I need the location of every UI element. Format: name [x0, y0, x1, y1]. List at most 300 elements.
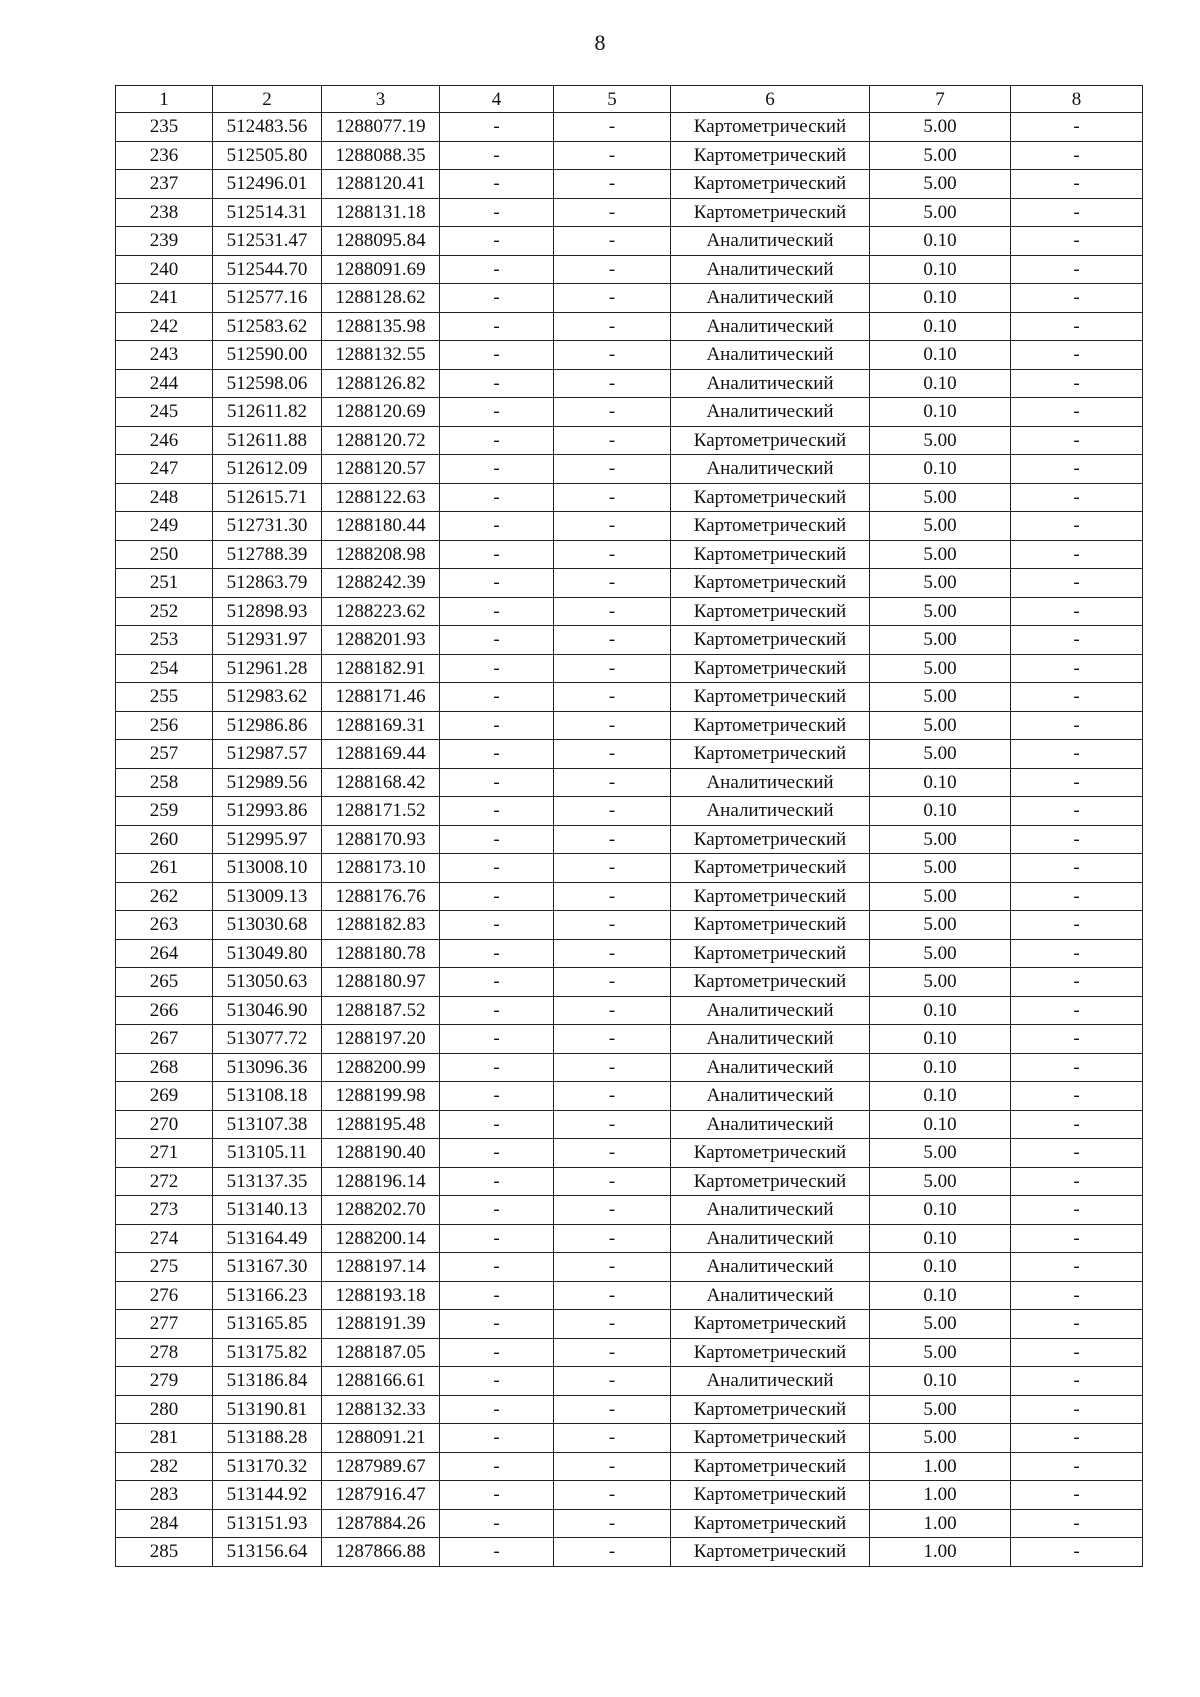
- cell-coord-x: 512863.79: [213, 569, 322, 598]
- cell-coord-x: 513164.49: [213, 1224, 322, 1253]
- cell-accuracy: 0.10: [870, 312, 1011, 341]
- cell-col-5: -: [554, 854, 671, 883]
- cell-method: Картометрический: [671, 1481, 870, 1510]
- table-row: [116, 1424, 1143, 1453]
- cell-col-8: -: [1011, 1538, 1143, 1567]
- cell-coord-x: 513167.30: [213, 1253, 322, 1282]
- table-row: [116, 569, 1143, 598]
- cell-col-5: -: [554, 255, 671, 284]
- cell-col-5: -: [554, 797, 671, 826]
- cell-accuracy: 0.10: [870, 1367, 1011, 1396]
- cell-accuracy: 0.10: [870, 255, 1011, 284]
- cell-method: Картометрический: [671, 483, 870, 512]
- cell-col-4: -: [440, 854, 554, 883]
- cell-col-8: -: [1011, 683, 1143, 712]
- cell-point-number: 279: [116, 1367, 213, 1396]
- table-row: [116, 540, 1143, 569]
- cell-col-4: -: [440, 654, 554, 683]
- cell-col-5: -: [554, 141, 671, 170]
- cell-coord-y: 1287916.47: [322, 1481, 440, 1510]
- cell-col-8: -: [1011, 512, 1143, 541]
- cell-point-number: 260: [116, 825, 213, 854]
- cell-point-number: 278: [116, 1338, 213, 1367]
- cell-col-5: -: [554, 1367, 671, 1396]
- cell-point-number: 277: [116, 1310, 213, 1339]
- cell-accuracy: 5.00: [870, 597, 1011, 626]
- cell-method: Картометрический: [671, 1424, 870, 1453]
- cell-col-8: -: [1011, 854, 1143, 883]
- cell-coord-x: 513049.80: [213, 939, 322, 968]
- cell-col-8: -: [1011, 569, 1143, 598]
- cell-col-8: -: [1011, 483, 1143, 512]
- cell-col-4: -: [440, 1367, 554, 1396]
- cell-accuracy: 5.00: [870, 512, 1011, 541]
- cell-point-number: 263: [116, 911, 213, 940]
- cell-point-number: 267: [116, 1025, 213, 1054]
- cell-point-number: 275: [116, 1253, 213, 1282]
- cell-col-5: -: [554, 1025, 671, 1054]
- cell-point-number: 265: [116, 968, 213, 997]
- cell-accuracy: 0.10: [870, 455, 1011, 484]
- cell-accuracy: 5.00: [870, 1310, 1011, 1339]
- cell-col-4: -: [440, 1424, 554, 1453]
- cell-col-4: -: [440, 797, 554, 826]
- cell-col-5: -: [554, 939, 671, 968]
- cell-accuracy: 5.00: [870, 740, 1011, 769]
- cell-col-8: -: [1011, 1281, 1143, 1310]
- cell-point-number: 261: [116, 854, 213, 883]
- cell-method: Картометрический: [671, 1538, 870, 1567]
- cell-col-5: -: [554, 1167, 671, 1196]
- cell-point-number: 251: [116, 569, 213, 598]
- cell-col-4: -: [440, 170, 554, 199]
- cell-point-number: 268: [116, 1053, 213, 1082]
- cell-method: Аналитический: [671, 1281, 870, 1310]
- cell-coord-x: 512514.31: [213, 198, 322, 227]
- table-row: [116, 341, 1143, 370]
- cell-col-4: -: [440, 1538, 554, 1567]
- cell-coord-x: 513009.13: [213, 882, 322, 911]
- cell-col-8: -: [1011, 1139, 1143, 1168]
- cell-col-4: -: [440, 569, 554, 598]
- cell-col-4: -: [440, 1025, 554, 1054]
- cell-col-5: -: [554, 426, 671, 455]
- cell-method: Аналитический: [671, 797, 870, 826]
- cell-col-4: -: [440, 1082, 554, 1111]
- cell-method: Картометрический: [671, 1338, 870, 1367]
- cell-method: Картометрический: [671, 540, 870, 569]
- table-row: [116, 284, 1143, 313]
- table-row: [116, 512, 1143, 541]
- cell-accuracy: 0.10: [870, 398, 1011, 427]
- cell-col-8: -: [1011, 1253, 1143, 1282]
- cell-point-number: 272: [116, 1167, 213, 1196]
- cell-coord-y: 1288171.52: [322, 797, 440, 826]
- cell-coord-y: 1288180.97: [322, 968, 440, 997]
- table-row: [116, 711, 1143, 740]
- cell-coord-y: 1288171.46: [322, 683, 440, 712]
- cell-method: Картометрический: [671, 426, 870, 455]
- cell-col-8: -: [1011, 911, 1143, 940]
- cell-accuracy: 0.10: [870, 1110, 1011, 1139]
- cell-coord-y: 1288088.35: [322, 141, 440, 170]
- cell-coord-y: 1288091.69: [322, 255, 440, 284]
- cell-col-4: -: [440, 1395, 554, 1424]
- cell-coord-x: 512995.97: [213, 825, 322, 854]
- cell-method: Картометрический: [671, 911, 870, 940]
- table-row: [116, 626, 1143, 655]
- cell-point-number: 271: [116, 1139, 213, 1168]
- cell-col-5: -: [554, 1110, 671, 1139]
- cell-coord-y: 1288200.99: [322, 1053, 440, 1082]
- cell-col-8: -: [1011, 626, 1143, 655]
- cell-col-5: -: [554, 911, 671, 940]
- cell-coord-x: 512986.86: [213, 711, 322, 740]
- cell-col-5: -: [554, 1481, 671, 1510]
- cell-coord-x: 513170.32: [213, 1452, 322, 1481]
- cell-col-8: -: [1011, 1452, 1143, 1481]
- cell-col-8: -: [1011, 1338, 1143, 1367]
- cell-col-5: -: [554, 1310, 671, 1339]
- cell-coord-y: 1288176.76: [322, 882, 440, 911]
- cell-col-8: -: [1011, 398, 1143, 427]
- cell-coord-x: 513151.93: [213, 1509, 322, 1538]
- cell-method: Картометрический: [671, 1167, 870, 1196]
- cell-accuracy: 1.00: [870, 1481, 1011, 1510]
- cell-coord-y: 1288077.19: [322, 113, 440, 142]
- cell-coord-y: 1288180.44: [322, 512, 440, 541]
- cell-col-5: -: [554, 654, 671, 683]
- cell-col-4: -: [440, 369, 554, 398]
- cell-method: Аналитический: [671, 1196, 870, 1225]
- cell-method: Картометрический: [671, 968, 870, 997]
- cell-col-4: -: [440, 141, 554, 170]
- cell-col-4: -: [440, 1224, 554, 1253]
- cell-col-8: -: [1011, 284, 1143, 313]
- table-row: [116, 483, 1143, 512]
- cell-method: Картометрический: [671, 1509, 870, 1538]
- cell-col-8: -: [1011, 113, 1143, 142]
- table-row: [116, 996, 1143, 1025]
- cell-accuracy: 1.00: [870, 1538, 1011, 1567]
- cell-col-8: -: [1011, 1082, 1143, 1111]
- column-header-6: 6: [671, 86, 870, 113]
- cell-point-number: 270: [116, 1110, 213, 1139]
- cell-col-5: -: [554, 1538, 671, 1567]
- cell-col-4: -: [440, 1167, 554, 1196]
- cell-col-8: -: [1011, 341, 1143, 370]
- cell-point-number: 240: [116, 255, 213, 284]
- cell-coord-x: 513030.68: [213, 911, 322, 940]
- cell-coord-y: 1288173.10: [322, 854, 440, 883]
- cell-col-8: -: [1011, 312, 1143, 341]
- cell-col-8: -: [1011, 1395, 1143, 1424]
- cell-col-8: -: [1011, 369, 1143, 398]
- cell-col-4: -: [440, 1310, 554, 1339]
- table-row: [116, 768, 1143, 797]
- table-row: [116, 1338, 1143, 1367]
- cell-coord-y: 1287866.88: [322, 1538, 440, 1567]
- cell-coord-x: 513190.81: [213, 1395, 322, 1424]
- cell-coord-x: 512496.01: [213, 170, 322, 199]
- cell-coord-x: 513156.64: [213, 1538, 322, 1567]
- table-row: [116, 968, 1143, 997]
- cell-accuracy: 0.10: [870, 1082, 1011, 1111]
- cell-point-number: 276: [116, 1281, 213, 1310]
- cell-col-4: -: [440, 683, 554, 712]
- cell-coord-y: 1288169.31: [322, 711, 440, 740]
- cell-accuracy: 5.00: [870, 1167, 1011, 1196]
- table-row: [116, 255, 1143, 284]
- table-row: [116, 198, 1143, 227]
- cell-coord-y: 1288200.14: [322, 1224, 440, 1253]
- cell-coord-y: 1288197.20: [322, 1025, 440, 1054]
- cell-col-5: -: [554, 227, 671, 256]
- cell-col-8: -: [1011, 1367, 1143, 1396]
- cell-accuracy: 5.00: [870, 141, 1011, 170]
- table-row: [116, 1253, 1143, 1282]
- cell-method: Аналитический: [671, 255, 870, 284]
- cell-coord-y: 1288120.57: [322, 455, 440, 484]
- cell-accuracy: 0.10: [870, 341, 1011, 370]
- cell-method: Картометрический: [671, 711, 870, 740]
- cell-col-8: -: [1011, 968, 1143, 997]
- cell-coord-x: 512531.47: [213, 227, 322, 256]
- cell-method: Аналитический: [671, 996, 870, 1025]
- cell-point-number: 257: [116, 740, 213, 769]
- cell-point-number: 250: [116, 540, 213, 569]
- column-header-4: 4: [440, 86, 554, 113]
- cell-method: Картометрический: [671, 825, 870, 854]
- cell-point-number: 285: [116, 1538, 213, 1567]
- cell-method: Картометрический: [671, 198, 870, 227]
- cell-col-5: -: [554, 683, 671, 712]
- cell-point-number: 282: [116, 1452, 213, 1481]
- cell-col-8: -: [1011, 1310, 1143, 1339]
- cell-col-5: -: [554, 1082, 671, 1111]
- cell-accuracy: 0.10: [870, 1224, 1011, 1253]
- column-header-1: 1: [116, 86, 213, 113]
- cell-coord-y: 1288170.93: [322, 825, 440, 854]
- cell-accuracy: 5.00: [870, 1139, 1011, 1168]
- cell-col-4: -: [440, 312, 554, 341]
- cell-method: Аналитический: [671, 341, 870, 370]
- cell-col-4: -: [440, 426, 554, 455]
- cell-coord-y: 1288191.39: [322, 1310, 440, 1339]
- cell-coord-y: 1288131.18: [322, 198, 440, 227]
- cell-col-8: -: [1011, 654, 1143, 683]
- cell-accuracy: 5.00: [870, 426, 1011, 455]
- cell-method: Картометрический: [671, 1139, 870, 1168]
- cell-point-number: 253: [116, 626, 213, 655]
- cell-coord-y: 1288126.82: [322, 369, 440, 398]
- cell-accuracy: 1.00: [870, 1509, 1011, 1538]
- cell-col-8: -: [1011, 227, 1143, 256]
- cell-accuracy: 5.00: [870, 854, 1011, 883]
- cell-accuracy: 5.00: [870, 711, 1011, 740]
- cell-col-4: -: [440, 768, 554, 797]
- cell-point-number: 262: [116, 882, 213, 911]
- cell-col-5: -: [554, 968, 671, 997]
- cell-accuracy: 0.10: [870, 1196, 1011, 1225]
- cell-coord-x: 513165.85: [213, 1310, 322, 1339]
- cell-method: Картометрический: [671, 141, 870, 170]
- cell-col-4: -: [440, 455, 554, 484]
- cell-method: Аналитический: [671, 1110, 870, 1139]
- cell-col-4: -: [440, 341, 554, 370]
- cell-coord-x: 513105.11: [213, 1139, 322, 1168]
- cell-coord-x: 512590.00: [213, 341, 322, 370]
- cell-col-5: -: [554, 1338, 671, 1367]
- table-row: [116, 113, 1143, 142]
- cell-accuracy: 5.00: [870, 882, 1011, 911]
- cell-col-5: -: [554, 483, 671, 512]
- cell-point-number: 242: [116, 312, 213, 341]
- cell-col-8: -: [1011, 1167, 1143, 1196]
- table-row: [116, 825, 1143, 854]
- cell-coord-y: 1288208.98: [322, 540, 440, 569]
- cell-col-5: -: [554, 1395, 671, 1424]
- cell-method: Аналитический: [671, 1253, 870, 1282]
- cell-accuracy: 0.10: [870, 1281, 1011, 1310]
- cell-col-5: -: [554, 198, 671, 227]
- table-row: [116, 797, 1143, 826]
- table-row: [116, 1167, 1143, 1196]
- cell-point-number: 237: [116, 170, 213, 199]
- cell-col-5: -: [554, 1281, 671, 1310]
- coordinates-table: [115, 85, 1143, 1567]
- cell-coord-x: 512983.62: [213, 683, 322, 712]
- cell-col-5: -: [554, 1139, 671, 1168]
- cell-col-4: -: [440, 483, 554, 512]
- cell-col-4: -: [440, 711, 554, 740]
- cell-col-4: -: [440, 198, 554, 227]
- cell-col-5: -: [554, 1424, 671, 1453]
- cell-col-4: -: [440, 911, 554, 940]
- cell-col-4: -: [440, 626, 554, 655]
- cell-col-4: -: [440, 1139, 554, 1168]
- cell-accuracy: 5.00: [870, 939, 1011, 968]
- cell-col-4: -: [440, 113, 554, 142]
- cell-point-number: 255: [116, 683, 213, 712]
- cell-col-8: -: [1011, 740, 1143, 769]
- cell-coord-y: 1288132.33: [322, 1395, 440, 1424]
- cell-method: Картометрический: [671, 1310, 870, 1339]
- cell-coord-y: 1288166.61: [322, 1367, 440, 1396]
- cell-coord-x: 512612.09: [213, 455, 322, 484]
- table-row: [116, 1025, 1143, 1054]
- cell-col-5: -: [554, 455, 671, 484]
- cell-method: Аналитический: [671, 312, 870, 341]
- cell-coord-y: 1288195.48: [322, 1110, 440, 1139]
- cell-col-5: -: [554, 1053, 671, 1082]
- cell-col-4: -: [440, 825, 554, 854]
- cell-col-8: -: [1011, 141, 1143, 170]
- cell-col-8: -: [1011, 170, 1143, 199]
- cell-coord-y: 1288190.40: [322, 1139, 440, 1168]
- cell-point-number: 258: [116, 768, 213, 797]
- cell-accuracy: 5.00: [870, 1424, 1011, 1453]
- cell-col-4: -: [440, 597, 554, 626]
- cell-col-4: -: [440, 512, 554, 541]
- table-row: [116, 1196, 1143, 1225]
- cell-method: Аналитический: [671, 369, 870, 398]
- cell-col-8: -: [1011, 711, 1143, 740]
- cell-coord-y: 1288091.21: [322, 1424, 440, 1453]
- cell-col-5: -: [554, 540, 671, 569]
- cell-col-8: -: [1011, 768, 1143, 797]
- cell-col-4: -: [440, 1452, 554, 1481]
- cell-coord-x: 512898.93: [213, 597, 322, 626]
- cell-col-4: -: [440, 1338, 554, 1367]
- cell-col-4: -: [440, 1196, 554, 1225]
- cell-point-number: 284: [116, 1509, 213, 1538]
- cell-method: Картометрический: [671, 854, 870, 883]
- cell-method: Картометрический: [671, 1452, 870, 1481]
- cell-coord-y: 1288196.14: [322, 1167, 440, 1196]
- table-row: [116, 1367, 1143, 1396]
- cell-coord-y: 1288193.18: [322, 1281, 440, 1310]
- cell-coord-x: 512505.80: [213, 141, 322, 170]
- cell-method: Аналитический: [671, 1082, 870, 1111]
- cell-point-number: 247: [116, 455, 213, 484]
- table-row: [116, 854, 1143, 883]
- cell-col-5: -: [554, 1224, 671, 1253]
- table-row: [116, 398, 1143, 427]
- cell-accuracy: 5.00: [870, 911, 1011, 940]
- cell-coord-x: 512611.82: [213, 398, 322, 427]
- cell-col-4: -: [440, 939, 554, 968]
- cell-col-5: -: [554, 312, 671, 341]
- cell-coord-y: 1288197.14: [322, 1253, 440, 1282]
- cell-coord-x: 512583.62: [213, 312, 322, 341]
- cell-method: Картометрический: [671, 512, 870, 541]
- table-row: [116, 1281, 1143, 1310]
- cell-point-number: 241: [116, 284, 213, 313]
- cell-col-4: -: [440, 540, 554, 569]
- cell-method: Аналитический: [671, 455, 870, 484]
- cell-method: Картометрический: [671, 626, 870, 655]
- cell-coord-x: 512961.28: [213, 654, 322, 683]
- table-row: [116, 1224, 1143, 1253]
- cell-col-4: -: [440, 227, 554, 256]
- cell-col-8: -: [1011, 255, 1143, 284]
- cell-method: Картометрический: [671, 569, 870, 598]
- cell-coord-y: 1288168.42: [322, 768, 440, 797]
- cell-accuracy: 5.00: [870, 113, 1011, 142]
- cell-col-4: -: [440, 1110, 554, 1139]
- cell-point-number: 281: [116, 1424, 213, 1453]
- cell-col-4: -: [440, 1253, 554, 1282]
- cell-col-8: -: [1011, 882, 1143, 911]
- cell-coord-x: 513144.92: [213, 1481, 322, 1510]
- cell-coord-y: 1288223.62: [322, 597, 440, 626]
- cell-accuracy: 5.00: [870, 654, 1011, 683]
- cell-col-8: -: [1011, 540, 1143, 569]
- cell-col-4: -: [440, 398, 554, 427]
- cell-accuracy: 1.00: [870, 1452, 1011, 1481]
- cell-col-8: -: [1011, 1481, 1143, 1510]
- table-row: [116, 654, 1143, 683]
- cell-point-number: 280: [116, 1395, 213, 1424]
- cell-point-number: 239: [116, 227, 213, 256]
- cell-coord-x: 513140.13: [213, 1196, 322, 1225]
- cell-coord-y: 1288169.44: [322, 740, 440, 769]
- cell-method: Картометрический: [671, 939, 870, 968]
- cell-coord-x: 513175.82: [213, 1338, 322, 1367]
- cell-col-5: -: [554, 1196, 671, 1225]
- cell-accuracy: 5.00: [870, 540, 1011, 569]
